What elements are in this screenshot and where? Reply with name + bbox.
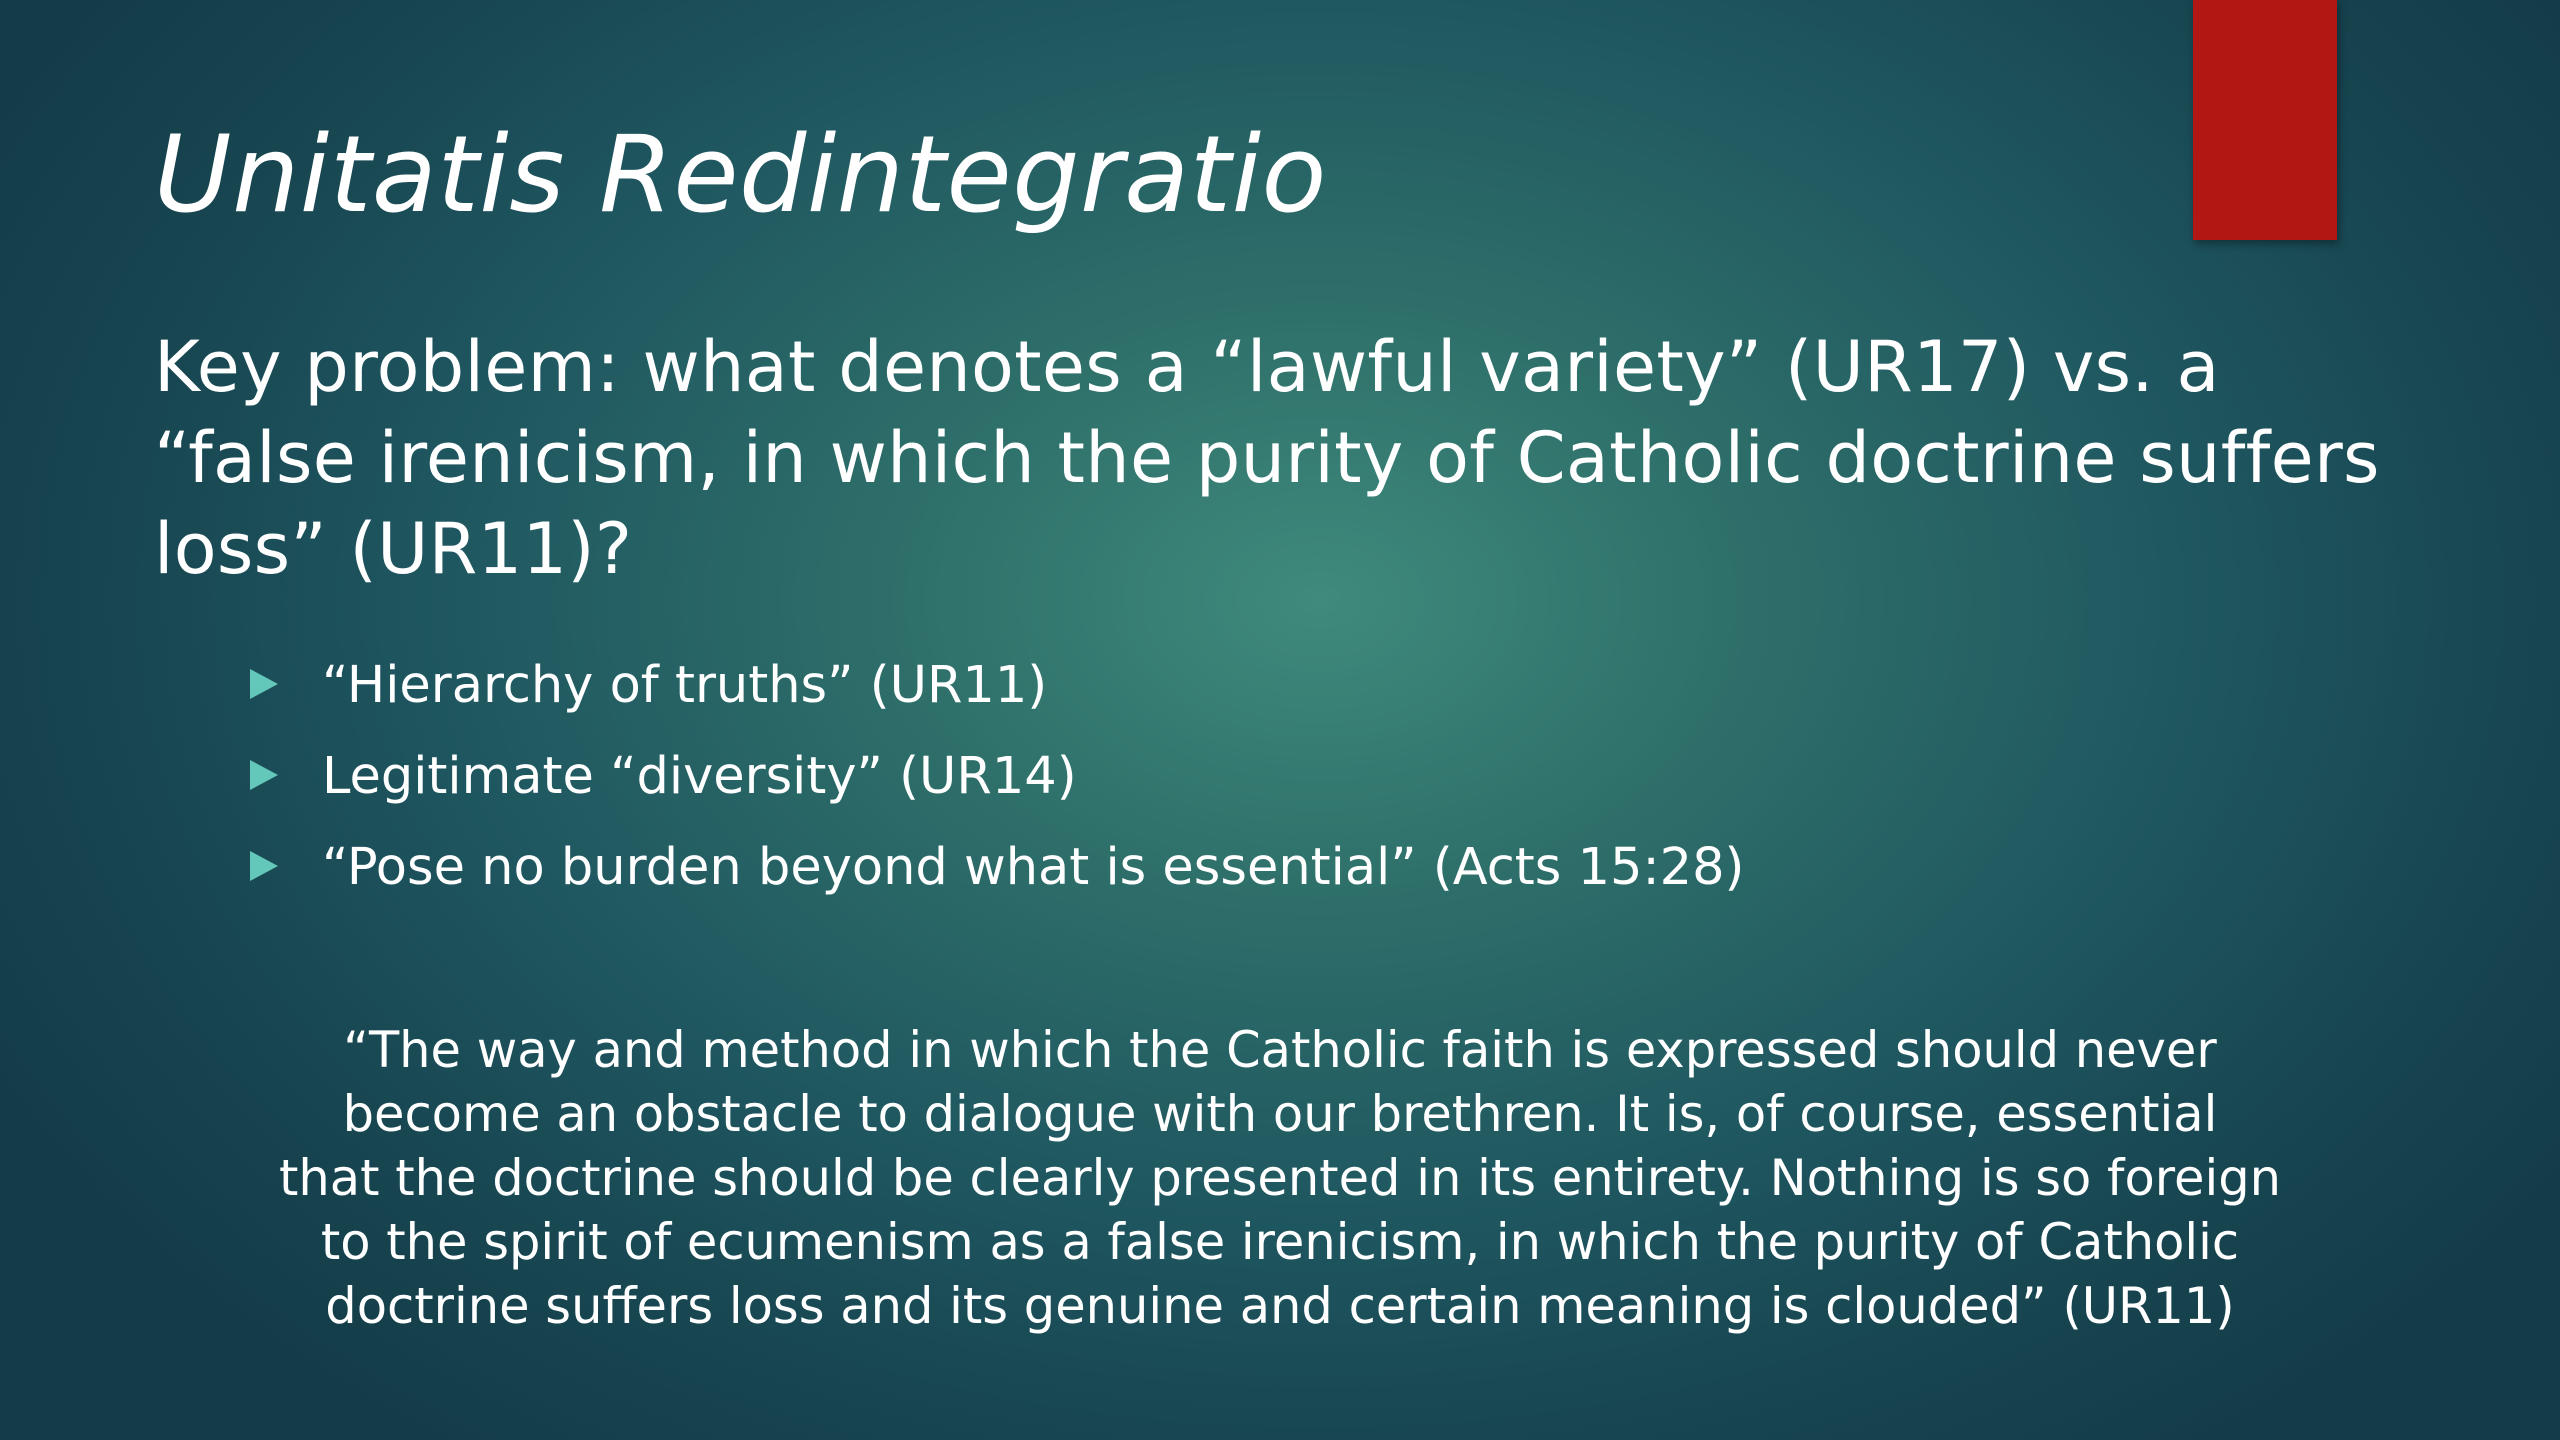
bullet-text: Legitimate “diversity” (UR14) bbox=[322, 747, 1077, 806]
red-accent-bar bbox=[2193, 0, 2337, 240]
quote-line: that the doctrine should be clearly presented in its entirety. Nothing is so foreign bbox=[278, 1149, 2282, 1207]
triangle-right-icon bbox=[250, 851, 278, 881]
quote-line: become an obstacle to dialogue with our brethren. It is, of course, essential bbox=[342, 1085, 2218, 1143]
bullet-item bbox=[250, 731, 1744, 822]
triangle-right-icon bbox=[250, 669, 278, 699]
quote-line: doctrine suffers loss and its genuine and certain meaning is clouded” (UR11) bbox=[325, 1277, 2235, 1335]
key-problem-text: Key problem: what denotes a “lawful variety” (UR17) vs. a “false irenicism, in which the purity of Catholic doctrine suffers loss” (UR11)? bbox=[154, 326, 2380, 590]
slide-title: Unitatis Redintegratio bbox=[154, 113, 1327, 236]
triangle-right-icon bbox=[250, 760, 278, 790]
bullet-item bbox=[250, 640, 1744, 731]
bullet-list bbox=[250, 640, 1744, 913]
bullet-text: “Hierarchy of truths” (UR11) bbox=[322, 656, 1048, 715]
quote-line: “The way and method in which the Catholic faith is expressed should never bbox=[343, 1021, 2217, 1079]
bullet-item bbox=[250, 822, 1744, 913]
bullet-text: “Pose no burden beyond what is essential” (Acts 15:28) bbox=[322, 838, 1745, 897]
quote-line: to the spirit of ecumenism as a false irenicism, in which the purity of Catholic bbox=[320, 1213, 2240, 1271]
quote-block bbox=[200, 1018, 2360, 1338]
